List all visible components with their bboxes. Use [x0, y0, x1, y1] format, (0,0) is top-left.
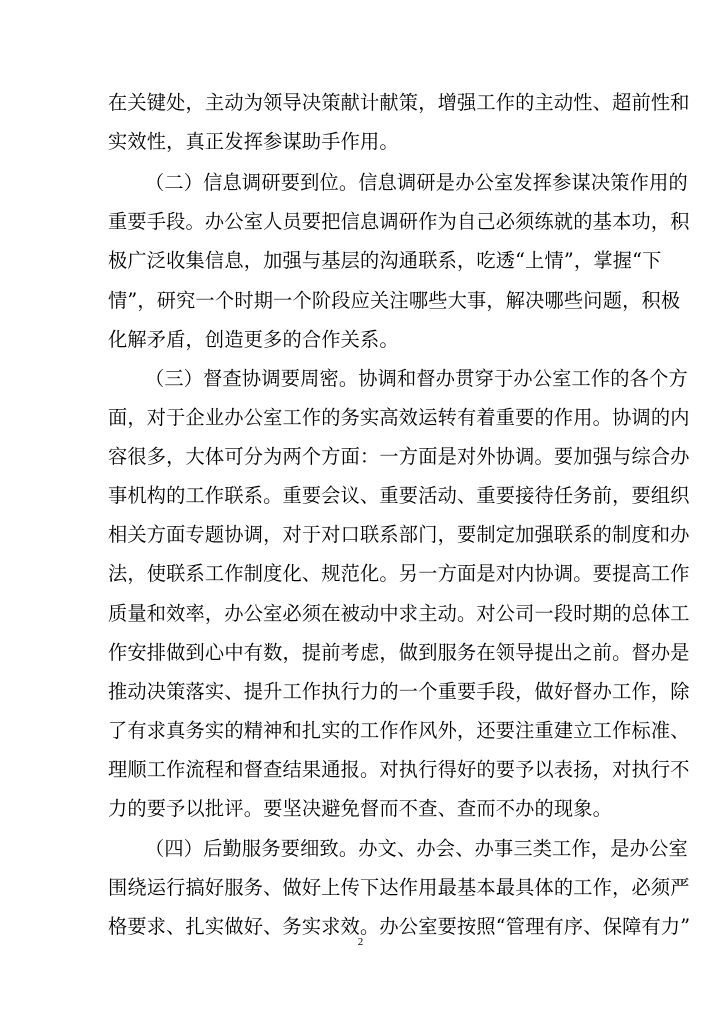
- text-line: 重要手段。办公室人员要把信息调研作为自己必须练就的基本功，积: [108, 210, 690, 233]
- text-line: 面，对于企业办公室工作的务实高效运转有着重要的作用。协调的内: [108, 406, 690, 429]
- text-line: 作安排做到心中有数，提前考虑，做到服务在领导提出之前。督办是: [108, 641, 690, 664]
- text-line: 了有求真务实的精神和扎实的工作作风外，还要注重建立工作标准、: [108, 719, 690, 742]
- text-line: 极广泛收集信息，加强与基层的沟通联系，吃透“上情”，掌握“下: [108, 249, 662, 272]
- text-line: 事机构的工作联系。重要会议、重要活动、重要接待任务前，要组织: [108, 484, 690, 507]
- text-line: 格要求、扎实做好、务实求效。办公室要按照“管理有序、保障有力”: [108, 915, 691, 938]
- text-line: 法，使联系工作制度化、规范化。另一方面是对内协调。要提高工作: [108, 562, 690, 585]
- text-line: （二）信息调研要到位。信息调研是办公室发挥参谋决策作用的: [145, 171, 688, 194]
- text-line: 推动决策落实、提升工作执行力的一个重要手段，做好督办工作，除: [108, 680, 690, 703]
- text-line: 在关键处，主动为领导决策献计献策，增强工作的主动性、超前性和: [108, 91, 690, 114]
- text-line: （四）后勤服务要细致。办文、办会、办事三类工作，是办公室: [145, 837, 688, 860]
- text-line: 相关方面专题协调，对于对口联系部门，要制定加强联系的制度和办: [108, 523, 690, 546]
- text-line: 情”，研究一个时期一个阶段应关注哪些大事，解决哪些问题，积极: [108, 289, 681, 312]
- text-line: 质量和效率，办公室必须在被动中求主动。对公司一段时期的总体工: [108, 602, 690, 625]
- text-line: 理顺工作流程和督查结果通报。对执行得好的要予以表扬，对执行不: [108, 758, 690, 781]
- text-line: 容很多，大体可分为两个方面：一方面是对外协调。要加强与综合办: [108, 445, 690, 468]
- text-line: （三）督查协调要周密。协调和督办贯穿于办公室工作的各个方: [145, 367, 688, 390]
- text-line: 实效性，真正发挥参谋助手作用。: [108, 130, 399, 153]
- text-line: 力的要予以批评。要坚决避免督而不查、查而不办的现象。: [108, 797, 613, 820]
- page-number: 2: [357, 936, 364, 948]
- text-line: 围绕运行搞好服务、做好上传下达作用最基本最具体的工作，必须严: [108, 876, 690, 899]
- text-line: 化解矛盾，创造更多的合作关系。: [108, 328, 399, 351]
